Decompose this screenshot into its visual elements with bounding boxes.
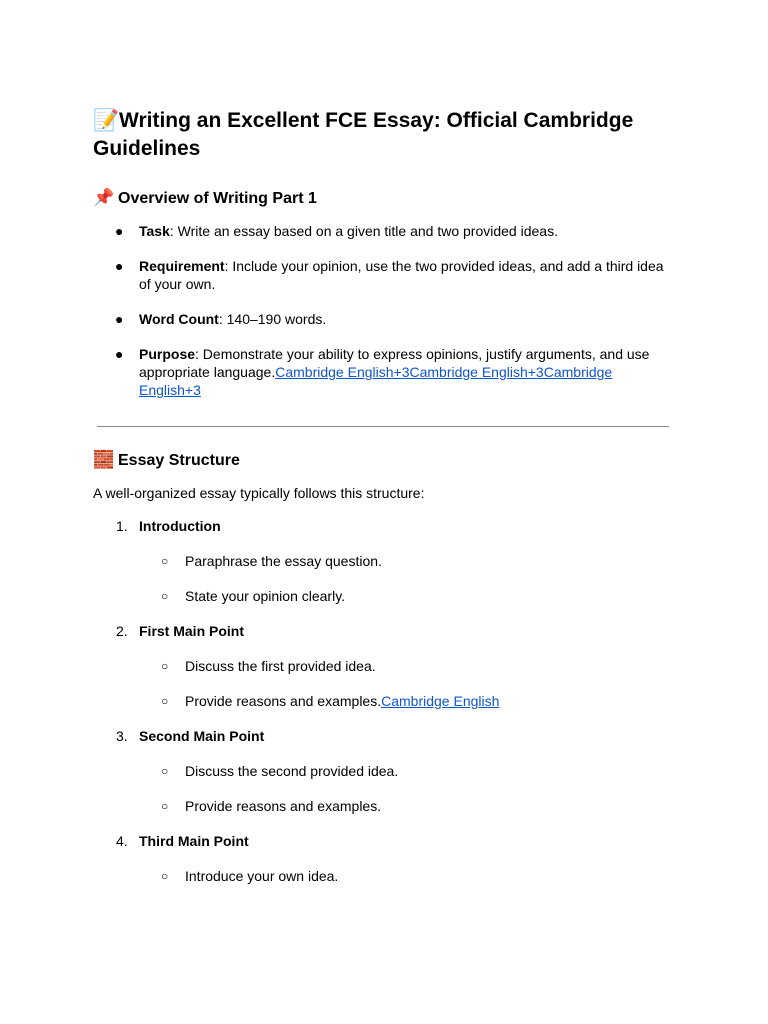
bullet-marker: ● [115, 258, 124, 274]
item-text: : Include your opinion, use the two provided ideas, and add a third idea of your own. [139, 258, 664, 292]
source-link[interactable]: Cambridge English+3Cambridge English+3Cambridge English+3 [139, 364, 613, 398]
sub-bullet-marker: ○ [161, 659, 169, 673]
document-title [93, 106, 673, 163]
sub-bullet-marker: ○ [161, 554, 169, 568]
sub-item-text: Provide reasons and examples. [185, 693, 382, 709]
step-item [93, 622, 673, 710]
sub-bullet-marker: ○ [161, 799, 169, 813]
source-link[interactable]: Cambridge English [381, 693, 500, 709]
sub-item [139, 692, 673, 710]
sub-item [139, 552, 673, 570]
item-label: Word Count [139, 311, 219, 327]
list-item [93, 310, 673, 328]
section-divider [97, 426, 669, 427]
structure-steps [93, 517, 673, 885]
brick-icon: 🧱 [93, 450, 115, 470]
sub-item-text: Introduce your own idea. [185, 868, 339, 884]
item-text: : Write an essay based on a given title and two provided ideas. [169, 223, 558, 239]
item-label: Requirement [139, 258, 225, 274]
sub-item-text: Provide reasons and examples. [185, 798, 382, 814]
step-points [139, 867, 673, 885]
overview-heading [93, 187, 673, 210]
step-title: First Main Point [139, 623, 244, 639]
item-label: Task [139, 223, 170, 239]
item-text: : Demonstrate your ability to express opinions, justify arguments, and use appropriate language. [139, 346, 650, 380]
list-item [93, 222, 673, 240]
sub-item [139, 797, 673, 815]
step-number: 2. [116, 623, 128, 639]
step-number: 4. [116, 833, 128, 849]
structure-heading [93, 449, 673, 472]
structure-intro: A well-organized essay typically follows this structure: [93, 485, 425, 501]
pushpin-icon: 📌 [93, 188, 115, 208]
step-item [93, 832, 673, 885]
sub-item-text: State your opinion clearly. [185, 588, 346, 604]
sub-item [139, 762, 673, 780]
step-number: 1. [116, 518, 128, 534]
step-points [139, 762, 673, 815]
sub-item-text: Paraphrase the essay question. [185, 553, 382, 569]
step-title: Second Main Point [139, 728, 265, 744]
document-title-text: Writing an Excellent FCE Essay: Official Cambridge Guidelines [93, 109, 634, 160]
bullet-marker: ● [115, 346, 124, 362]
step-points [139, 657, 673, 710]
sub-item [139, 657, 673, 675]
step-item [93, 517, 673, 605]
list-item [93, 345, 673, 399]
sub-bullet-marker: ○ [161, 589, 169, 603]
overview-heading-text: Overview of Writing Part 1 [118, 190, 317, 207]
sub-bullet-marker: ○ [161, 869, 169, 883]
document-page [93, 106, 673, 902]
item-text: : 140–190 words. [218, 311, 327, 327]
sub-item-text: Discuss the first provided idea. [185, 658, 376, 674]
structure-heading-text: Essay Structure [118, 452, 240, 469]
item-label: Purpose [139, 346, 196, 362]
step-item [93, 727, 673, 815]
sub-bullet-marker: ○ [161, 764, 169, 778]
step-title: Introduction [139, 518, 221, 534]
sub-bullet-marker: ○ [161, 694, 169, 708]
bullet-marker: ● [115, 223, 124, 239]
overview-list [93, 222, 673, 399]
bullet-marker: ● [115, 311, 124, 327]
list-item [93, 257, 673, 293]
step-number: 3. [116, 728, 128, 744]
memo-icon: 📝 [93, 108, 120, 132]
sub-item [139, 587, 673, 605]
step-title: Third Main Point [139, 833, 249, 849]
step-points [139, 552, 673, 605]
sub-item [139, 867, 673, 885]
sub-item-text: Discuss the second provided idea. [185, 763, 399, 779]
